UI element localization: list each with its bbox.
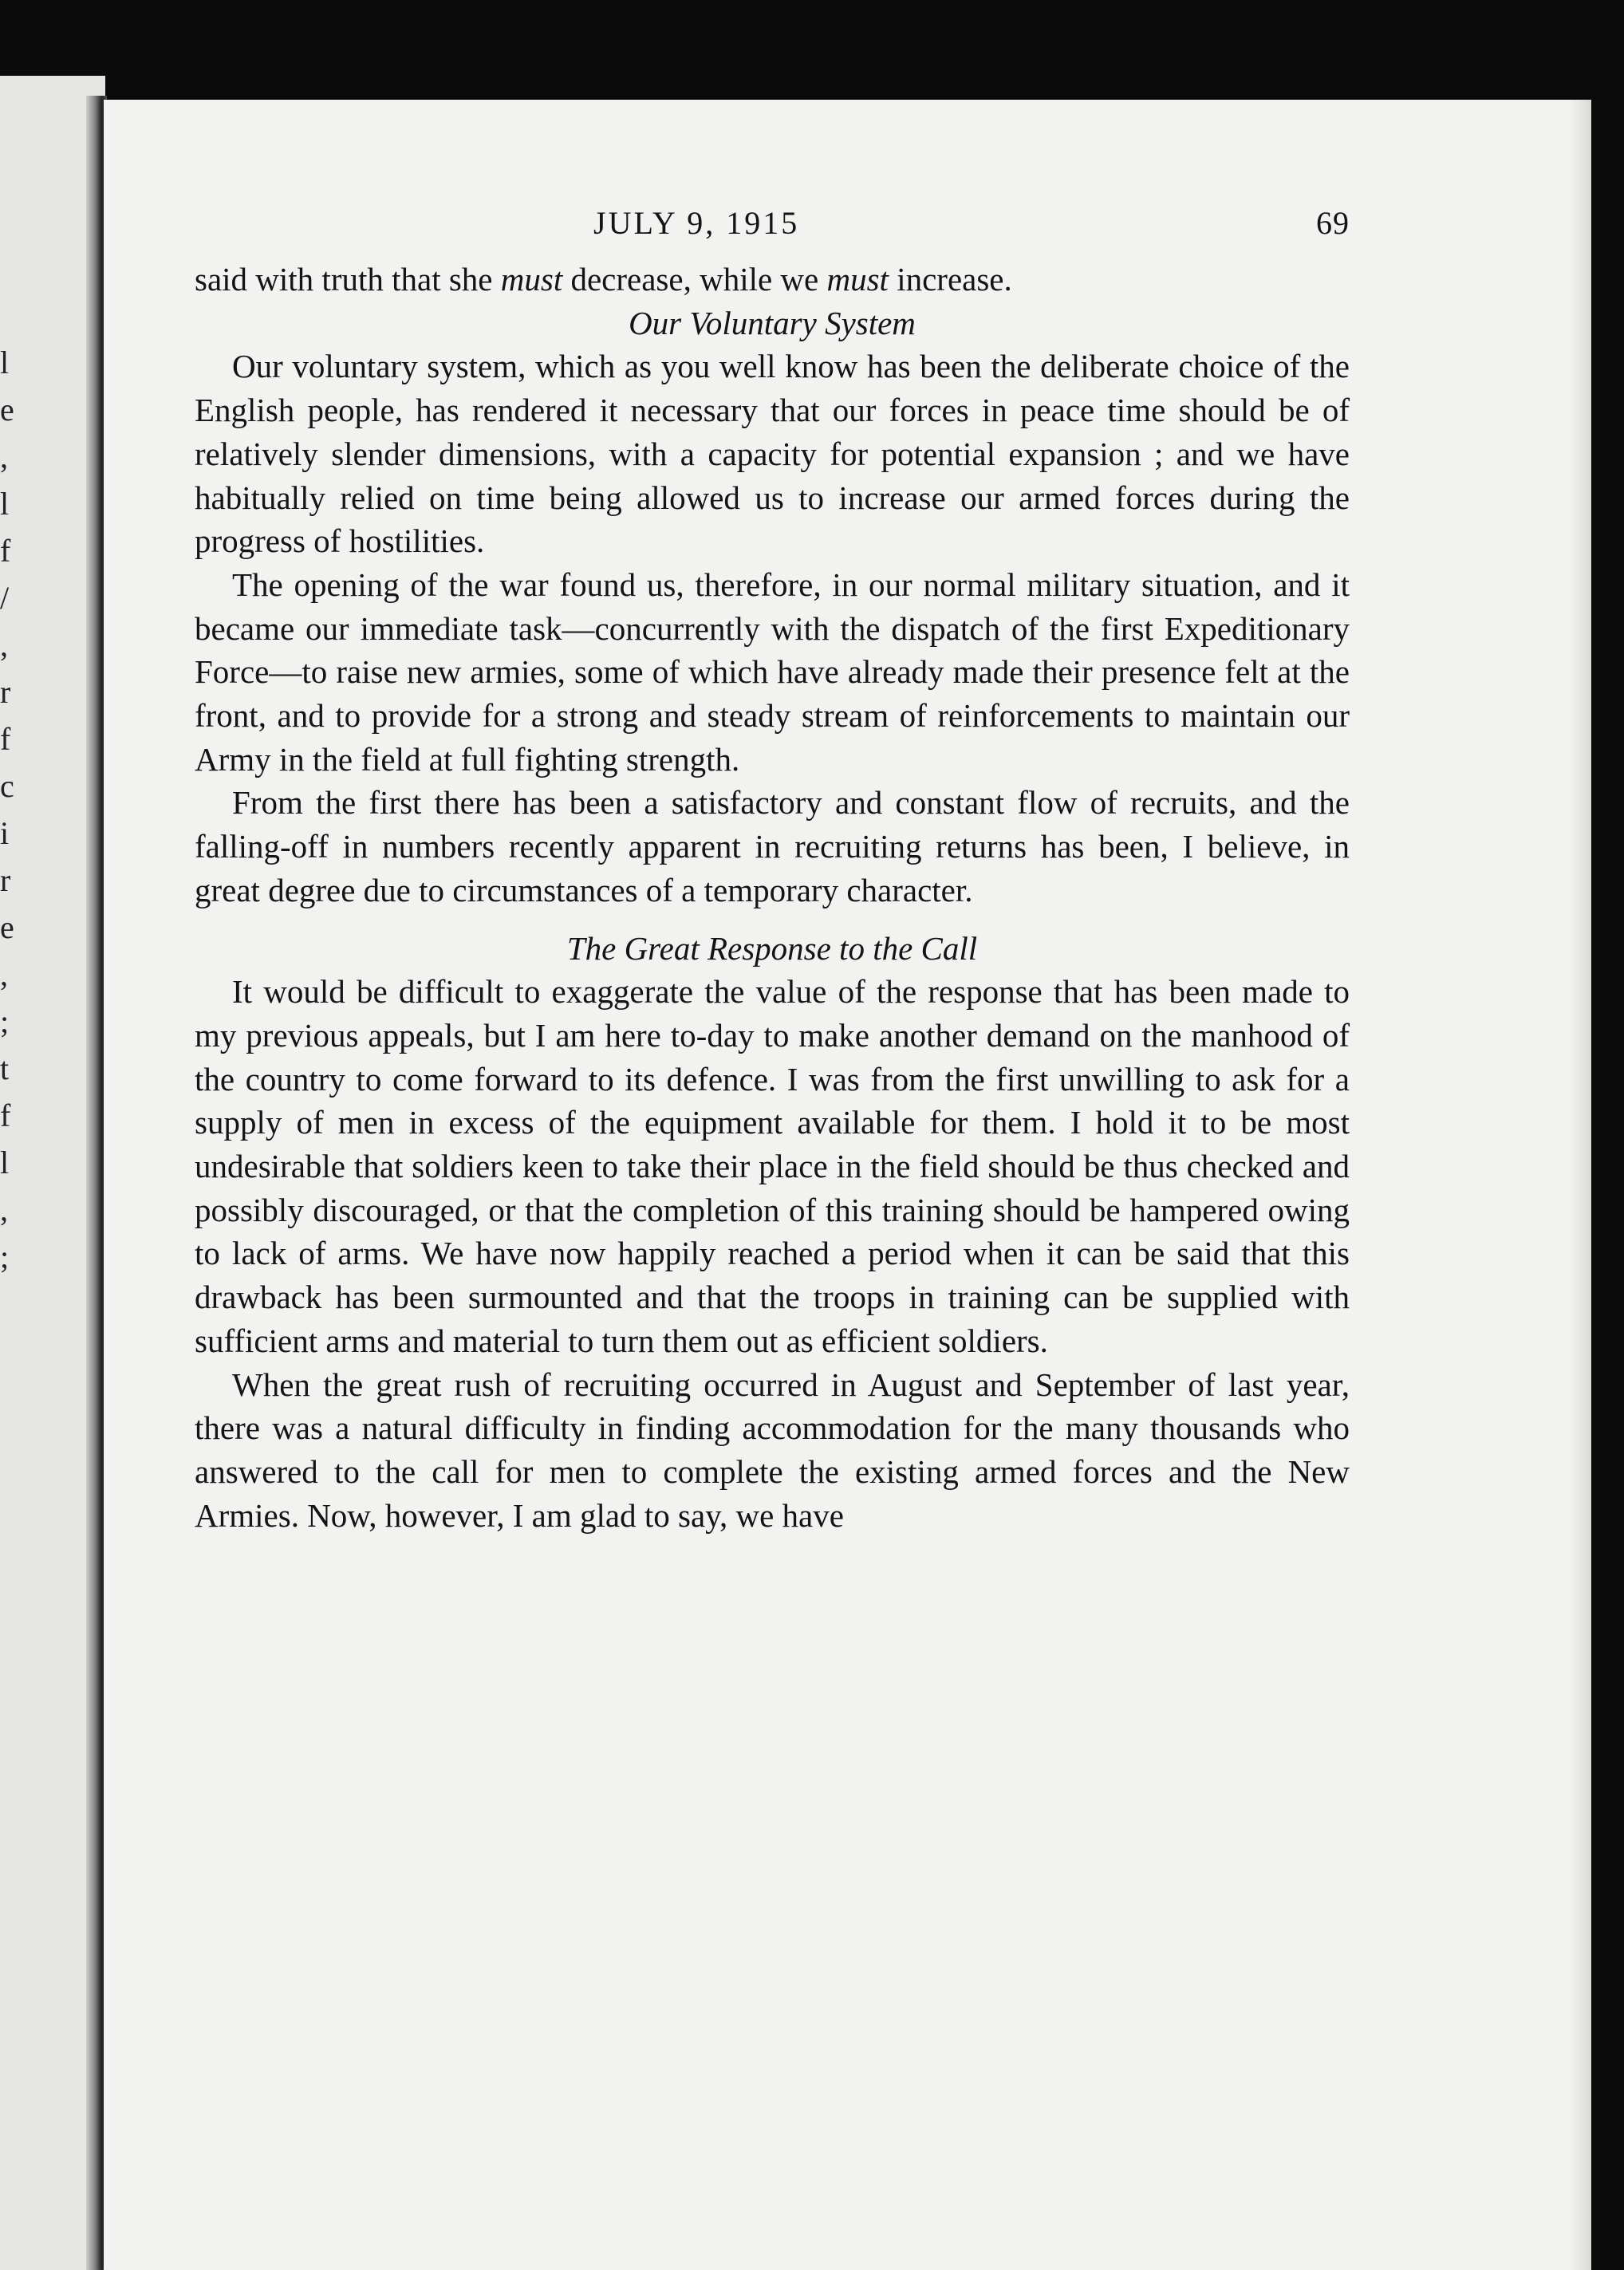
emphasis: must bbox=[500, 261, 563, 298]
left-edge-char: , bbox=[0, 1192, 8, 1228]
running-header bbox=[195, 202, 1350, 258]
left-edge-char: r bbox=[0, 674, 11, 710]
section-heading: The Great Response to the Call bbox=[566, 929, 978, 967]
text-run: decrease, while we bbox=[562, 261, 827, 298]
left-edge-char: ; bbox=[0, 1003, 10, 1039]
left-edge-char: e bbox=[0, 392, 14, 428]
page-text bbox=[195, 202, 1350, 1537]
left-edge-char: , bbox=[0, 627, 8, 663]
paragraph: When the great rush of recruiting occurred in August and September of last year, there was a natural difficulty in finding accommodation for the many thousands who answered to the call for men to complete the existing armed forces and the New Armies. Now, however, I am glad to say, we have bbox=[195, 1366, 1350, 1534]
paragraph: The opening of the war found us, therefore, in our normal military situation, and it became our immediate task—concurrently with the dispatch of the first Expeditionary Force—to raise new armies, some of which have already made their presence felt at the front, and to provide for a strong and steady stream of reinforcements to maintain our Army in the field at full fighting strength. bbox=[195, 566, 1350, 778]
left-edge-char: l bbox=[0, 486, 10, 522]
paragraph: It would be difficult to exaggerate the value of the response that has been made to my previous appeals, but I am here to-day to make another demand on the manhood of the country to come forward to its defence. I was from the first unwilling to ask for a supply of men in excess of the equipment available for them. I hold it to be most undesirable that soldiers keen to take their place in the field should be thus checked and possibly discouraged, or that the completion of this training should be hampered owing to lack of arms. We have now happily reached a period when it can be said that this drawback has been surmounted and that the troops in training can be supplied with sufficient arms and material to turn them out as efficient soldiers. bbox=[195, 973, 1350, 1359]
left-edge-char: ; bbox=[0, 1239, 10, 1275]
paragraph-continuation bbox=[195, 258, 1350, 301]
left-edge-char: l bbox=[0, 1145, 10, 1180]
page-number: 69 bbox=[1316, 205, 1350, 241]
left-edge-char: c bbox=[0, 768, 14, 804]
left-edge-char: / bbox=[0, 580, 10, 616]
left-page-edge-text bbox=[0, 339, 24, 1280]
page-edge-shadow bbox=[1569, 100, 1591, 2270]
left-edge-char: r bbox=[0, 862, 11, 898]
left-edge-char: f bbox=[0, 1098, 11, 1133]
left-edge-char: t bbox=[0, 1050, 10, 1086]
left-edge-char: e bbox=[0, 909, 14, 945]
document-page bbox=[104, 100, 1591, 2270]
text-run: said with truth that she bbox=[195, 261, 501, 298]
paragraph: Our voluntary system, which as you well know has been the deliberate choice of the English people, has rendered it necessary that our forces in peace time should be of relatively slender dimensions, with a capacity for potential expansion ; and we have habitually relied on time being allowed us to increase our armed forces during the progress of hostilities. bbox=[195, 348, 1350, 560]
left-edge-char: i bbox=[0, 815, 10, 851]
header-date: JULY 9, 1915 bbox=[593, 205, 800, 241]
emphasis: must bbox=[826, 261, 889, 298]
paragraph: From the first there has been a satisfactory and constant flow of recruits, and the falling-off in numbers recently apparent in recruiting returns has been, I believe, in great degree due to circumstances of a temporary character. bbox=[195, 784, 1350, 908]
left-edge-char: f bbox=[0, 721, 11, 757]
left-edge-char: , bbox=[0, 439, 8, 475]
section-heading: Our Voluntary System bbox=[629, 304, 916, 341]
left-edge-char: f bbox=[0, 533, 11, 569]
text-run: increase. bbox=[888, 261, 1012, 298]
left-edge-char: l bbox=[0, 345, 10, 380]
left-edge-char: , bbox=[0, 956, 8, 992]
